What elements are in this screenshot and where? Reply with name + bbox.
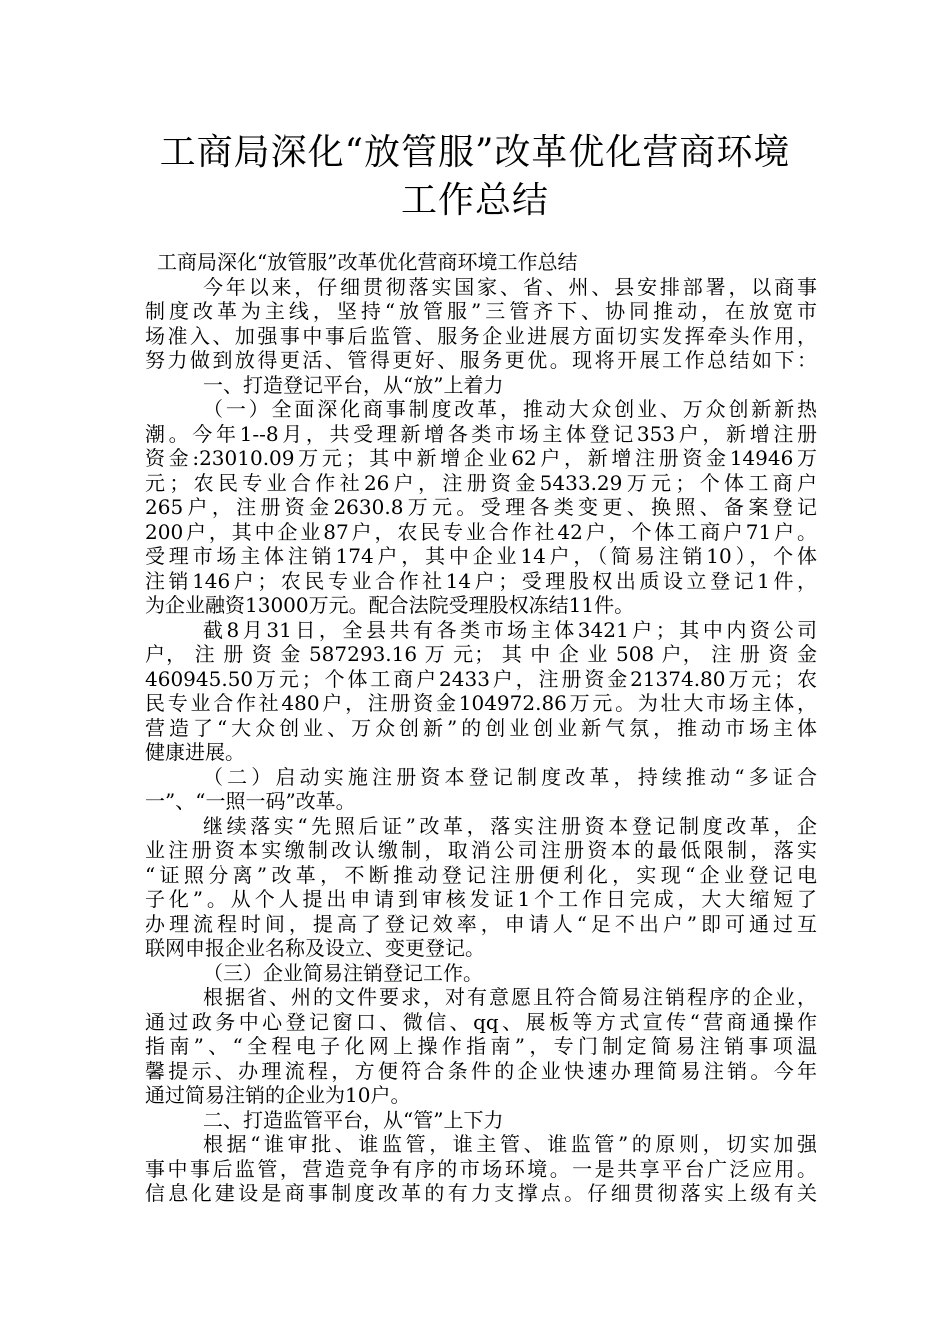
- body-text-line: （三）企业简易注销登记工作。: [203, 960, 483, 985]
- body-text-line: 营造了“大众创业、万众创新”的创业创业新气氛，推动市场主体: [145, 715, 817, 740]
- body-text-line: 注销146户；农民专业合作社14户；受理股权出质设立登记1件，: [145, 568, 817, 593]
- body-text-line: 200户，其中企业87户，农民专业合作社42户，个体工商户71户。: [145, 519, 817, 544]
- body-text-line: 户， 注 册 资 金 587293.16 万 元； 其 中 企 业 508 户， 注 册 资 金: [145, 642, 817, 666]
- body-text-line: 子化”。从个人提出申请到审核发证1个工作日完成，大大缩短了: [145, 887, 817, 911]
- body-text-line: 制度改革为主线，坚持“放管服”三管齐下、协同推动，在放宽市: [145, 299, 817, 323]
- body-text-line: 今年以来，仔细贯彻落实国家、省、州、县安排部署，以商事: [203, 274, 817, 299]
- body-text-line: 受理市场主体注销174户，其中企业14户，（简易注销10），个体: [145, 544, 817, 568]
- document-title-line-2: 工作总结: [400, 180, 549, 221]
- body-text-line: 指南”、“全程电子化网上操作指南”，专门制定简易注销事项温: [145, 1034, 817, 1058]
- body-text-line: 联网申报企业名称及设立、变更登记。: [145, 936, 485, 960]
- body-text-line: 业注册资本实缴制改认缴制，取消公司注册资本的最低限制，落实: [145, 838, 817, 862]
- body-text-line: 健康进展。: [145, 740, 245, 764]
- body-text-line: 事中事后监管，营造竞争有序的市场环境。一是共享平台广泛应用。: [145, 1156, 817, 1181]
- body-text-line: 根据省、州的文件要求，对有意愿且符合简易注销程序的企业，: [203, 985, 817, 1009]
- body-text-line: 通过简易注销的企业为10户。: [145, 1083, 411, 1107]
- body-text-line: “证照分离”改革，不断推动登记注册便利化，实现“企业登记电: [145, 862, 817, 887]
- body-text-line: 馨提示、办理流程，方便符合条件的企业快速办理简易注销。今年: [145, 1058, 817, 1083]
- document-body: [145, 250, 817, 1206]
- body-text-line: 场准入、加强事中事后监管、服务企业进展方面切实发挥牵头作用，: [145, 323, 817, 348]
- body-text-line: （二）启动实施注册资本登记制度改革，持续推动“多证合: [203, 764, 817, 789]
- body-text-line: 一”、“一照一码”改革。: [145, 789, 356, 813]
- body-text-line: 努力做到放得更活、管得更好、服务更优。现将开展工作总结如下：: [145, 348, 817, 372]
- body-text-line: 资金:23010.09万元；其中新增企业62户，新增注册资金14946万: [145, 446, 817, 470]
- body-text-line: 办理流程时间，提高了登记效率，申请人“足不出户”即可通过互: [145, 911, 817, 936]
- body-text-line: 截8月31日，全县共有各类市场主体3421户；其中内资公司: [203, 617, 817, 642]
- body-text-line: 元；农民专业合作社26户，注册资金5433.29万元；个体工商户: [145, 470, 817, 495]
- body-text-line: （一）全面深化商事制度改革，推动大众创业、万众创新新热: [203, 397, 817, 421]
- body-text-line: 通过政务中心登记窗口、微信、qq、展板等方式宣传“营商通操作: [145, 1009, 817, 1034]
- body-text-line: 潮。今年1--8月，共受理新增各类市场主体登记353户，新增注册: [145, 421, 817, 446]
- body-text-line: 265户，注册资金2630.8万元。受理各类变更、换照、备案登记: [145, 495, 817, 519]
- body-text-line: 继续落实“先照后证”改革，落实注册资本登记制度改革，企: [203, 813, 817, 838]
- body-text-line: 信息化建设是商事制度改革的有力支撑点。仔细贯彻落实上级有关: [145, 1181, 817, 1205]
- body-text-line: 一、打造登记平台，从“放”上着力: [203, 372, 504, 397]
- body-text-line: 460945.50万元；个体工商户2433户，注册资金21374.80万元；农: [145, 666, 817, 691]
- body-text-line: 工商局深化“放管服”改革优化营商环境工作总结: [157, 250, 578, 274]
- body-text-line: 二、打造监管平台，从“管”上下力: [203, 1107, 504, 1132]
- body-text-line: 根据“谁审批、谁监管，谁主管、谁监管”的原则，切实加强: [203, 1132, 817, 1156]
- document-title-line-1: 工商局深化“放管服”改革优化营商环境: [159, 132, 791, 173]
- body-text-line: 民专业合作社480户，注册资金104972.86万元。为壮大市场主体，: [145, 691, 817, 715]
- body-text-line: 为企业融资13000万元。配合法院受理股权冻结11件。: [145, 593, 635, 617]
